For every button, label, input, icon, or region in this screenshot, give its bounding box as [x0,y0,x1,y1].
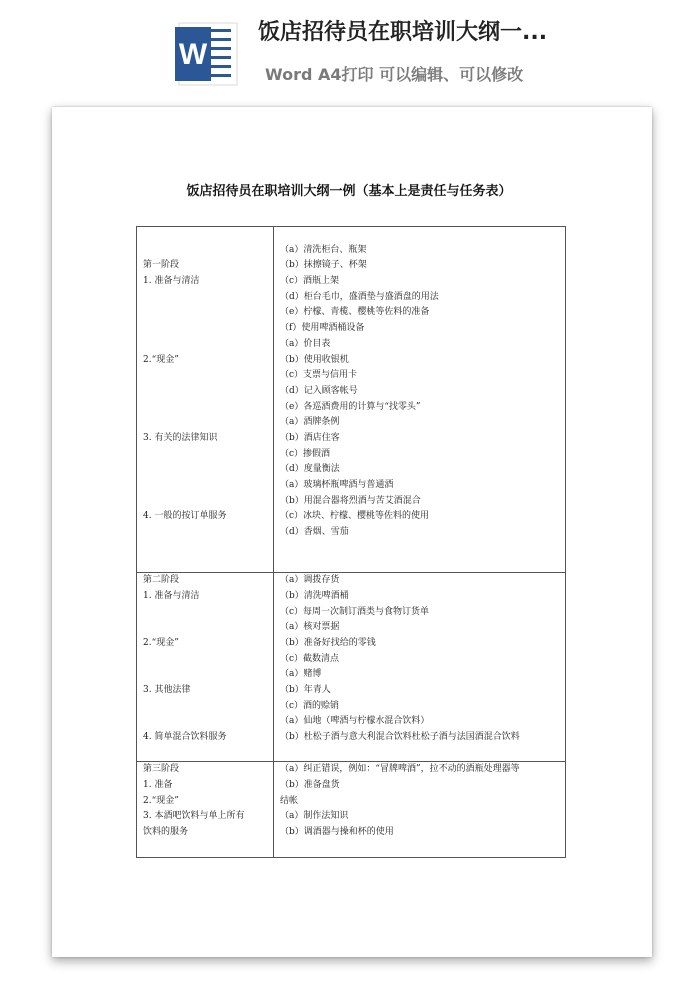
task-line [280,556,565,572]
task-line: （a）纠正错误，例如：“冒牌啤酒”，拉不动的酒瓶处理器等 [280,764,520,775]
task-line: （a）赌博 [280,669,322,680]
task-line: （d）柜台毛巾，盛酒垫与盛酒盘的用法 [280,291,439,302]
task-line: （c）酒瓶上架 [280,276,340,287]
topic-line [143,447,273,463]
topic-line [143,525,273,541]
topic-line [143,605,273,621]
topic-line: 3. 其他法律 [143,684,191,695]
topic-line: 3. 本酒吧饮料与单上所有 [143,811,245,822]
topic-line [143,321,273,337]
topic-line [143,384,273,400]
task-line: （a）制作法知识 [280,811,349,822]
topic-line [143,227,273,243]
task-line: （b）使用收银机 [280,354,349,365]
topic-line: 1. 准备与清洁 [143,590,200,601]
task-line: （b）清洗啤酒桶 [280,590,349,601]
topic-line: 1. 准备 [143,780,173,791]
task-line: 结帐 [280,795,299,806]
task-line: （f）使用啤酒桶设备 [280,323,365,334]
task-line: （c）掺假酒 [280,448,331,459]
topic-line: 1. 准备与清洁 [143,276,200,287]
stage-3-topics [137,762,274,857]
stage-row-3 [137,762,566,857]
topic-line [143,620,273,636]
word-icon-letter: W [178,38,208,71]
task-line: （a）核对票据 [280,622,340,633]
task-line: （b）酒店住客 [280,432,340,443]
topic-line: 2.“现金” [143,795,179,806]
stage-2-tasks [274,573,566,762]
task-line: （b）准备盘货 [280,780,340,791]
header-title: 饭店招待员在职培训大纲一... [258,20,548,45]
stage-row-2 [137,573,566,762]
task-line: （c）支票与信用卡 [280,370,358,381]
task-line: （b）准备好找给的零钱 [280,637,376,648]
stage-row-1 [137,227,566,573]
topic-line [143,746,273,762]
task-line: （a）调拨存货 [280,575,340,586]
topic-line: 第二阶段 [143,575,180,586]
topic-line [143,415,273,431]
topic-line [143,462,273,478]
task-line: （b）用混合器将烈酒与苦艾酒混合 [280,495,421,506]
task-line: （c）截数清点 [280,653,340,664]
document-page[interactable] [52,107,652,957]
topic-line: 饮料的服务 [143,827,189,838]
topic-line [143,368,273,384]
task-line: （b）杜松子酒与意大利混合饮料杜松子酒与法国酒混合饮料 [280,732,520,742]
task-line: （e）柠檬、青榄、樱桃等佐料的准备 [280,307,430,318]
task-line: （c）每周一次制订酒类与食物订货单 [280,606,430,617]
topic-line: 2.“现金” [143,354,179,365]
header-bar [0,0,700,100]
topic-line [143,290,273,306]
header-subtitle: Word A4打印 可以编辑、可以修改 [265,65,524,84]
task-line: （d）香烟、雪茄 [280,527,349,538]
topic-line [143,841,273,857]
task-line: （c）酒的赊销 [280,700,340,711]
topic-line [143,714,273,730]
topic-line: 第一阶段 [143,260,180,271]
stage-1-topics [137,227,274,573]
topic-line [143,305,273,321]
topic-line [143,699,273,715]
topic-line [143,400,273,416]
task-line: （a）酒牌条例 [280,417,340,428]
topic-line [143,337,273,353]
task-line: （e）各巡酒费用的计算与“找零头” [280,401,421,412]
topic-line: 4. 一般的按订单服务 [143,511,227,522]
document-title: 饭店招待员在职培训大纲一例（基本上是责任与任务表） [186,184,512,199]
topic-line [143,667,273,683]
task-line: （b）年青人 [280,684,331,695]
stage-1-tasks [274,227,566,573]
task-line: （a）清洗柜台、瓶架 [280,244,367,255]
training-outline-table [136,226,566,858]
topic-line: 4. 简单混合饮料服务 [143,732,227,742]
task-line: （d）记入顾客帐号 [280,385,358,396]
topic-line [143,494,273,510]
topic-line [143,243,273,259]
stage-3-tasks [274,762,566,857]
topic-line: 2.“现金” [143,637,179,648]
task-line: （c）冰块、柠檬、樱桃等佐料的使用 [280,511,430,522]
task-line: （b）抹擦镜子、杯架 [280,260,367,271]
topic-line: 3. 有关的法律知识 [143,432,218,443]
stage-2-topics [137,573,274,762]
task-line: （a）价目表 [280,338,331,349]
task-line [280,227,565,243]
task-line: （a）玻璃杯瓶啤酒与普通酒 [280,480,394,490]
task-line [280,841,565,857]
task-line: （d）度量衡法 [280,464,340,475]
task-line: （b）调酒器与操和杯的使用 [280,827,394,838]
task-line: （a）仙地（啤酒与柠檬水混合饮料） [280,716,430,727]
topic-line [143,652,273,668]
topic-line [143,541,273,557]
task-line [280,541,565,557]
topic-line: 第三阶段 [143,764,180,775]
word-document-icon [175,19,239,87]
topic-line [143,478,273,494]
topic-line [143,556,273,572]
